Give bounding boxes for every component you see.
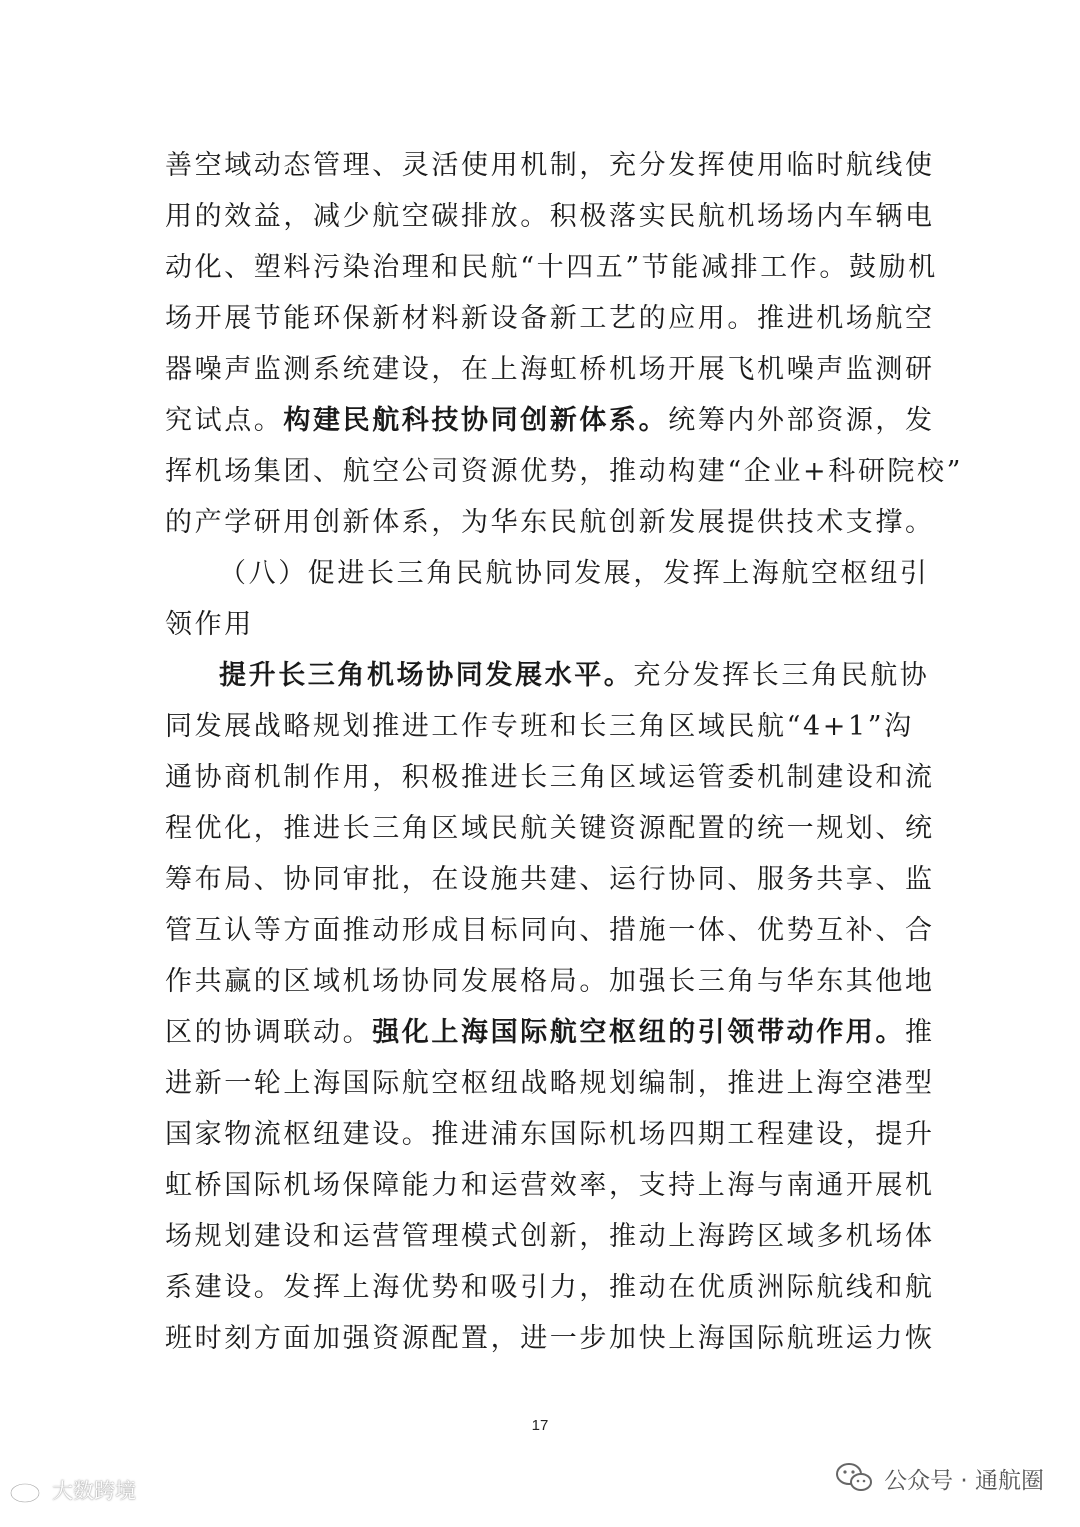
text-segment: 系建设。发挥上海优势和吸引力，推动在优质洲际航线和航: [165, 1272, 935, 1303]
text-line: [165, 1160, 935, 1211]
text-segment: 器噪声监测系统建设，在上海虹桥机场开展飞机噪声监测研: [165, 354, 935, 385]
text-segment: 筹布局、协同审批，在设施共建、运行协同、服务共享、监: [165, 864, 935, 895]
watermark-left-text: 大数跨境: [52, 1479, 136, 1503]
text-line: [165, 1007, 935, 1058]
text-segment: 的产学研用创新体系，为华东民航创新发展提供技术支撑。: [165, 507, 935, 538]
text-line: [165, 854, 935, 905]
text-line: [165, 1262, 935, 1313]
text-line: [165, 497, 935, 548]
text-segment: 进新一轮上海国际航空枢纽战略规划编制，推进上海空港型: [165, 1068, 935, 1099]
text-segment: 动化、塑料污染治理和民航“十四五”节能减排工作。鼓励机: [165, 252, 938, 283]
text-segment: 国家物流枢纽建设。推进浦东国际机场四期工程建设，提升: [165, 1119, 935, 1150]
weibo-icon: [8, 1475, 48, 1505]
text-segment: 虹桥国际机场保障能力和运营效率，支持上海与南通开展机: [165, 1170, 935, 1201]
text-segment: 区的协调联动。: [165, 1017, 373, 1048]
text-line: [165, 650, 930, 701]
text-line: [165, 548, 930, 599]
watermark-right: [834, 1456, 1044, 1500]
text-segment: 用的效益，减少航空碳排放。积极落实民航机场场内车辆电: [165, 201, 935, 232]
text-segment: 管互认等方面推动形成目标同向、措施一体、优势互补、合: [165, 915, 935, 946]
body-text: [165, 140, 964, 1364]
text-line: [165, 191, 935, 242]
watermark-left: [8, 1470, 136, 1510]
text-line: [165, 1058, 935, 1109]
text-segment: 程优化，推进长三角区域民航关键资源配置的统一规划、统: [165, 813, 935, 844]
text-segment: 善空域动态管理、灵活使用机制，充分发挥使用临时航线使: [165, 150, 935, 181]
text-line: [165, 905, 935, 956]
text-segment: 场规划建设和运营管理模式创新，推动上海跨区域多机场体: [165, 1221, 935, 1252]
bold-heading-text: 提升长三角机场协同发展水平。: [219, 660, 634, 691]
wechat-icon: [834, 1461, 874, 1495]
text-segment: 通协商机制作用，积极推进长三角区域运管委机制建设和流: [165, 762, 935, 793]
text-line: [165, 1313, 935, 1364]
text-line: [165, 446, 964, 497]
text-segment: 班时刻方面加强资源配置，进一步加快上海国际航班运力恢: [165, 1323, 935, 1354]
text-segment: 领作用: [165, 609, 254, 640]
bold-heading-text: 强化上海国际航空枢纽的引领带动作用。: [372, 1017, 906, 1048]
text-segment: 统筹内外部资源，发: [668, 405, 935, 436]
text-line: [165, 344, 935, 395]
text-segment: 推: [905, 1017, 935, 1048]
text-segment: 场开展节能环保新材料新设备新工艺的应用。推进机场航空: [165, 303, 935, 334]
text-line: [165, 956, 935, 1007]
text-segment: （八）促进长三角民航协同发展，发挥上海航空枢纽引: [219, 558, 930, 589]
text-segment: 挥机场集团、航空公司资源优势，推动构建“企业+科研院校”: [165, 456, 964, 487]
text-line: [165, 242, 938, 293]
text-line: [165, 395, 935, 446]
text-line: [165, 293, 935, 344]
watermark-right-text: 公众号 · 通航圈: [884, 1467, 1044, 1494]
text-line: [165, 752, 935, 803]
text-segment: 作共赢的区域机场协同发展格局。加强长三角与华东其他地: [165, 966, 935, 997]
text-line: [165, 140, 935, 191]
text-line: [165, 803, 935, 854]
text-line: [165, 701, 925, 752]
text-line: [165, 599, 925, 650]
page-number: 17: [531, 1417, 549, 1434]
text-segment: 同发展战略规划推进工作专班和长三角区域民航“4+1”沟: [165, 711, 914, 742]
text-segment: 究试点。: [165, 405, 284, 436]
bold-heading-text: 构建民航科技协同创新体系。: [283, 405, 669, 436]
text-line: [165, 1211, 935, 1262]
text-line: [165, 1109, 935, 1160]
text-segment: 充分发挥长三角民航协: [633, 660, 930, 691]
